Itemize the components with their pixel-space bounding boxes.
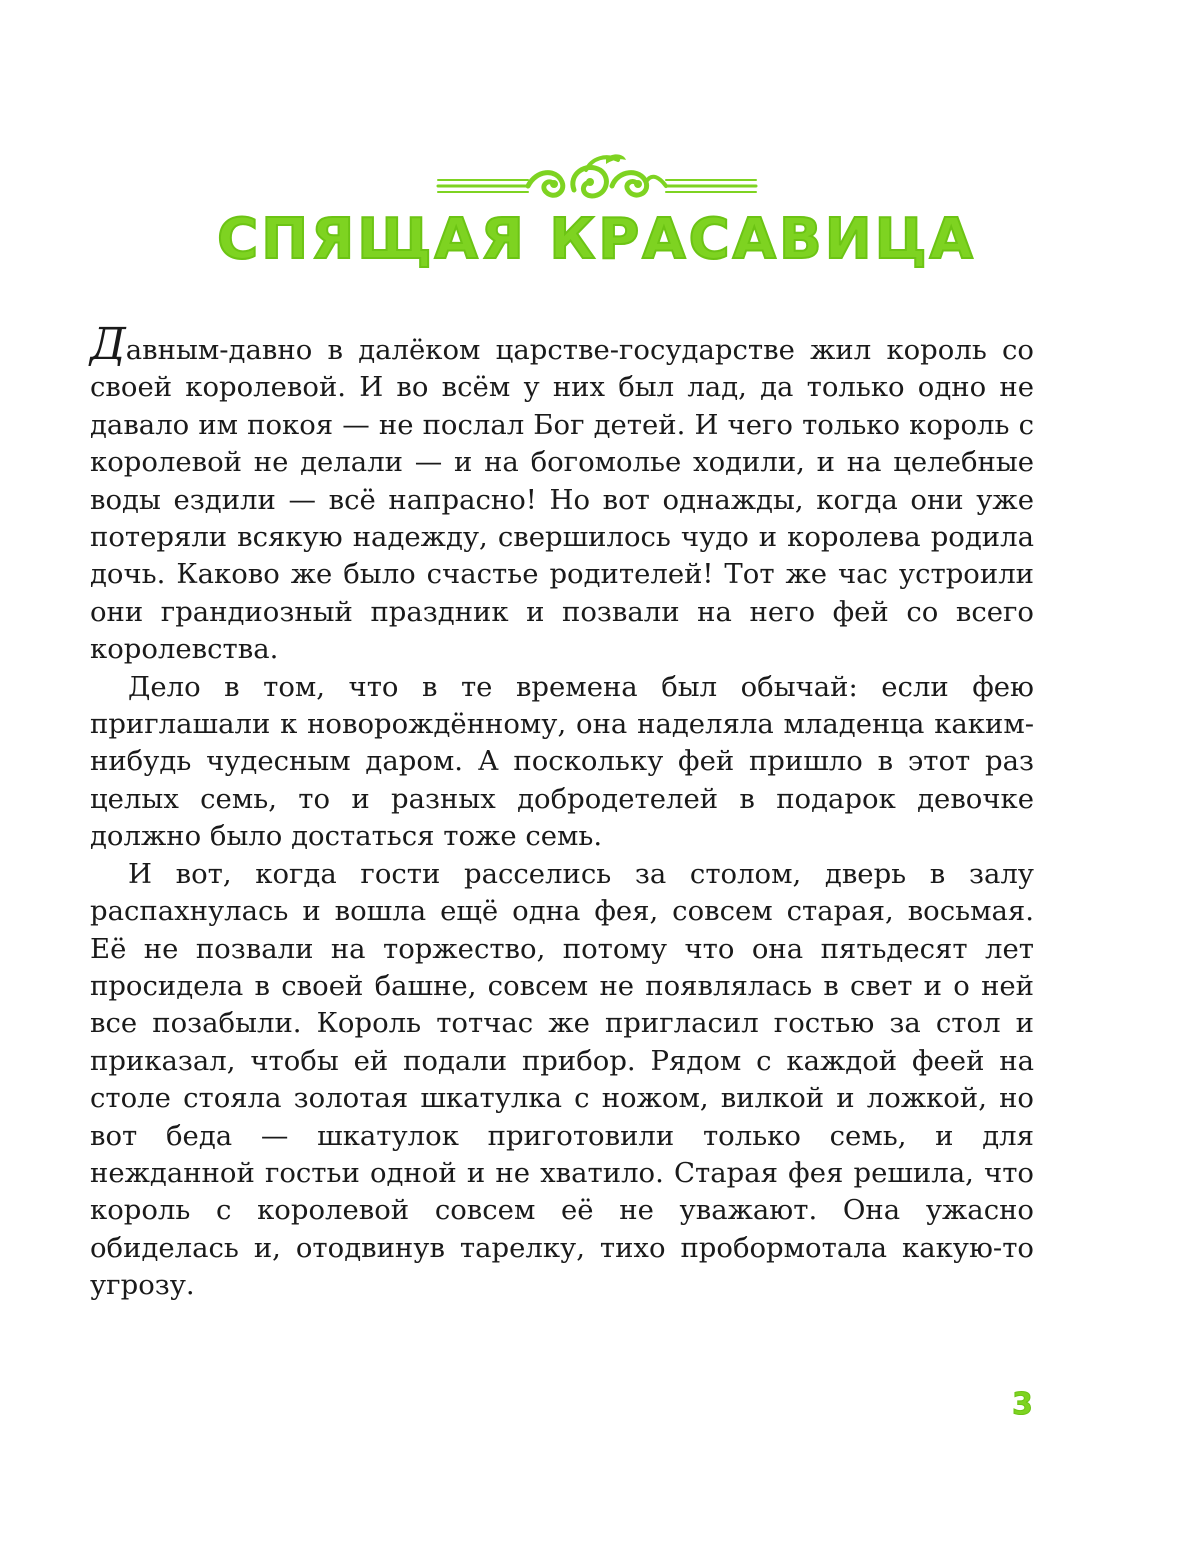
paragraph-3: И вот, когда гости расселись за столом, дверь в залу распахнулась и вошла ещё одна фея, совсем старая, восьмая. Её не позвали на торжество, потому что она пятьдесят лет просидела в своей башне, совсем не появлялась в свет и о ней все позабыли. Король тотчас же пригласил гостью за стол и приказал, чтобы ей подали прибор. Рядом с каждой феей на столе стояла золотая шкатулка с ножом, вилкой и ложкой, но вот беда — шкатулок приготовили только семь, и для нежданной гостьи одной и не хватило. Старая фея решила, что король с королевой совсем её не уважают. Она ужасно обиделась и, отодвинув тарелку, тихо пробормотала какую-то угрозу. [90, 857, 1034, 1302]
paragraph-1-text: авным-давно в далёком царстве-государстве жил король со своей королевой. И во всём у них был лад, да только одно не давало им покоя — не послал Бог детей. И чего только король с королевой не делали — и на богомолье ходили, и на целебные воды ездили — всё напрасно! Но вот однажды, когда они уже потеряли всякую надежду, свершилось чудо и королева родила дочь. Каково же было счастье родителей! Тот же час устроили они грандиозный праздник и позвали на него фей со всего королевства. [90, 334, 1034, 666]
story-text [90, 319, 1034, 1305]
drop-cap: Д [90, 319, 126, 370]
paragraph-2: Дело в том, что в те времена был обычай: если фею приглашали к новорождённому, она наделяла младенца каким-нибудь чудесным даром. А поскольку фей пришло в этот раз целых семь, то и разных добродетелей в подарок девочке должно было достаться тоже семь. [90, 670, 1034, 853]
page-number: 3 [1012, 1387, 1033, 1422]
paragraph-1 [90, 319, 1034, 669]
story-title: СПЯЩАЯ КРАСАВИЦА [217, 207, 976, 272]
